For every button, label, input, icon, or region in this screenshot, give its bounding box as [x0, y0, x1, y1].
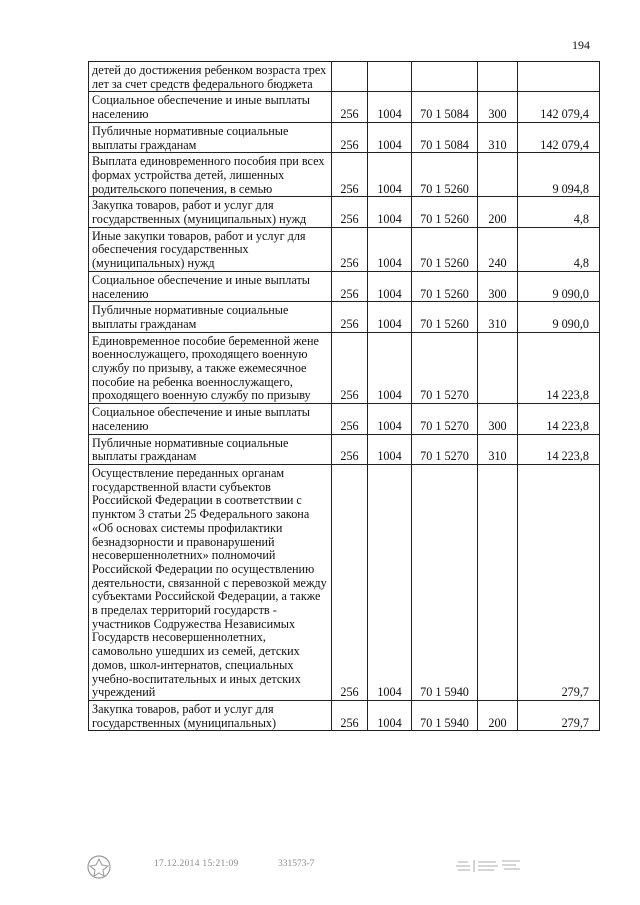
table-row: [89, 271, 600, 301]
table-row: [89, 92, 600, 122]
row-amount: [518, 62, 600, 92]
row-vr: 300: [478, 271, 518, 301]
table-row: [89, 464, 600, 700]
row-csr: 70 1 5260: [412, 271, 478, 301]
row-amount: 14 223,8: [518, 404, 600, 434]
table-row: [89, 434, 600, 464]
row-csr: 70 1 5270: [412, 332, 478, 404]
row-amount: 9 090,0: [518, 302, 600, 332]
row-name: Закупка товаров, работ и услуг для государственных (муниципальных): [89, 700, 332, 730]
row-vr: [478, 153, 518, 197]
table-body: [89, 62, 600, 731]
table-row: [89, 122, 600, 152]
row-vr: 300: [478, 92, 518, 122]
row-name: Публичные нормативные социальные выплаты гражданам: [89, 434, 332, 464]
row-vr: 310: [478, 122, 518, 152]
row-csr: [412, 62, 478, 92]
row-rz: 1004: [368, 404, 412, 434]
table-row: [89, 153, 600, 197]
table-row: [89, 62, 600, 92]
row-csr: 70 1 5260: [412, 153, 478, 197]
row-rz: 1004: [368, 92, 412, 122]
row-csr: 70 1 5084: [412, 92, 478, 122]
row-rz: 1004: [368, 332, 412, 404]
row-amount: 4,8: [518, 227, 600, 271]
row-ved: 256: [332, 332, 368, 404]
table-row: [89, 227, 600, 271]
seal-icon: [86, 854, 112, 880]
row-ved: 256: [332, 700, 368, 730]
row-amount: 14 223,8: [518, 332, 600, 404]
footer-stamp: [86, 854, 606, 882]
row-name: Закупка товаров, работ и услуг для государственных (муниципальных) нужд: [89, 197, 332, 227]
row-ved: 256: [332, 227, 368, 271]
row-amount: 14 223,8: [518, 434, 600, 464]
row-name: Выплата единовременного пособия при всех формах устройства детей, лишенных родительского попечения, в семью: [89, 153, 332, 197]
row-ved: [332, 62, 368, 92]
row-vr: 310: [478, 302, 518, 332]
stamp-date: 17.12.2014 15:21:09: [154, 859, 239, 869]
row-csr: 70 1 5270: [412, 404, 478, 434]
row-ved: 256: [332, 92, 368, 122]
row-csr: 70 1 5260: [412, 227, 478, 271]
row-vr: [478, 464, 518, 700]
row-ved: 256: [332, 404, 368, 434]
row-ved: 256: [332, 153, 368, 197]
table-row: [89, 302, 600, 332]
row-rz: 1004: [368, 197, 412, 227]
row-csr: 70 1 5260: [412, 197, 478, 227]
table-row: [89, 197, 600, 227]
row-vr: 200: [478, 197, 518, 227]
table-row: [89, 700, 600, 730]
row-rz: 1004: [368, 153, 412, 197]
row-name: детей до достижения ребенком возраста трех лет за счет средств федерального бюджета: [89, 62, 332, 92]
row-amount: 4,8: [518, 197, 600, 227]
row-vr: 200: [478, 700, 518, 730]
row-name: Социальное обеспечение и иные выплаты населению: [89, 404, 332, 434]
signature-mark-icon: [454, 856, 524, 876]
table-row: [89, 404, 600, 434]
row-vr: [478, 332, 518, 404]
stamp-code: 331573-7: [278, 859, 315, 869]
row-vr: [478, 62, 518, 92]
row-vr: 240: [478, 227, 518, 271]
budget-table: [88, 61, 600, 731]
row-rz: 1004: [368, 700, 412, 730]
row-csr: 70 1 5940: [412, 464, 478, 700]
row-ved: 256: [332, 434, 368, 464]
row-name: Иные закупки товаров, работ и услуг для обеспечения государственных (муниципальных) нужд: [89, 227, 332, 271]
row-ved: 256: [332, 271, 368, 301]
row-ved: 256: [332, 302, 368, 332]
row-vr: 300: [478, 404, 518, 434]
row-amount: 279,7: [518, 700, 600, 730]
row-rz: 1004: [368, 227, 412, 271]
row-csr: 70 1 5084: [412, 122, 478, 152]
row-ved: 256: [332, 464, 368, 700]
row-csr: 70 1 5940: [412, 700, 478, 730]
row-rz: 1004: [368, 434, 412, 464]
row-vr: 310: [478, 434, 518, 464]
row-amount: 9 090,0: [518, 271, 600, 301]
row-csr: 70 1 5260: [412, 302, 478, 332]
row-amount: 9 094,8: [518, 153, 600, 197]
row-rz: 1004: [368, 302, 412, 332]
row-ved: 256: [332, 122, 368, 152]
row-ved: 256: [332, 197, 368, 227]
row-rz: 1004: [368, 464, 412, 700]
row-name: Публичные нормативные социальные выплаты гражданам: [89, 122, 332, 152]
row-name: Осуществление переданных органам государственной власти субъектов Российской Федерации в соответствии с пунктом 3 статьи 25 Федерального закона «Об основах системы профилактики безнадзорности и правонарушений несовершеннолетних» полномочий Российской Федерации по осуществлению деятельности, связанной с перевозкой между субъектами Российской Федерации, а также в пределах территорий государств - участников Содружества Независимых Государств несовершеннолетних, самовольно ушедших из семей, детских домов, школ-интернатов, специальных учебно-воспитательных и иных детских учреждений: [89, 464, 332, 700]
row-name: Социальное обеспечение и иные выплаты населению: [89, 92, 332, 122]
row-name: Публичные нормативные социальные выплаты гражданам: [89, 302, 332, 332]
row-name: Социальное обеспечение и иные выплаты населению: [89, 271, 332, 301]
row-rz: [368, 62, 412, 92]
page-number: 194: [572, 38, 590, 52]
row-name: Единовременное пособие беременной жене военнослужащего, проходящего военную службу по призыву, а также ежемесячное пособие на ребенка военнослужащего, проходящего военную службу по призыву: [89, 332, 332, 404]
row-rz: 1004: [368, 122, 412, 152]
table-row: [89, 332, 600, 404]
row-amount: 279,7: [518, 464, 600, 700]
row-amount: 142 079,4: [518, 92, 600, 122]
row-rz: 1004: [368, 271, 412, 301]
row-csr: 70 1 5270: [412, 434, 478, 464]
row-amount: 142 079,4: [518, 122, 600, 152]
